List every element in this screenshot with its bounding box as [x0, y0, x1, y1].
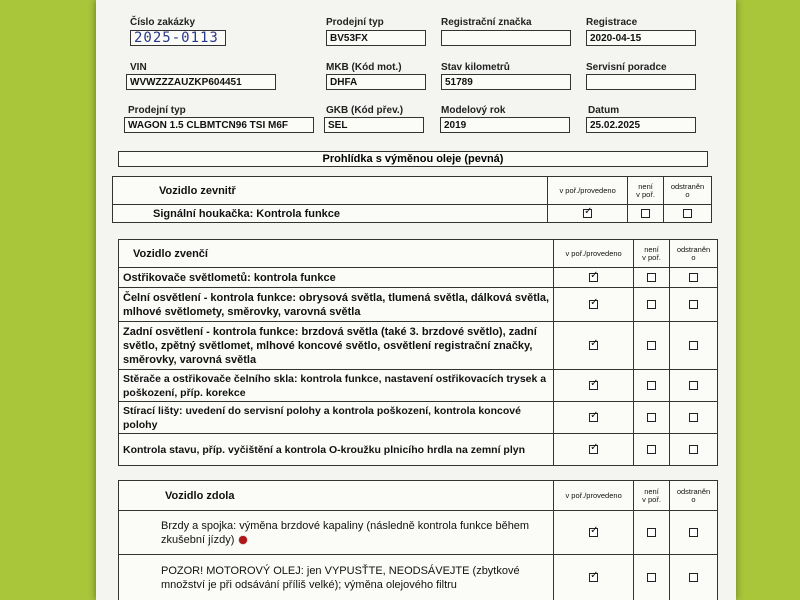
removed-checkbox[interactable]: [689, 300, 698, 309]
item-text: Signální houkačka: Kontrola funkce: [113, 205, 548, 223]
item-text: Čelní osvětlení - kontrola funkce: obrysová světla, tlumená světla, dálková světla, mlhové světlomety, směrovky, varovná světla: [119, 288, 554, 322]
order-number-field: 2025-0113: [130, 30, 226, 46]
none-cell: [628, 205, 664, 223]
done-cell: [548, 205, 628, 223]
registration-plate-label: Registrační značka: [441, 17, 532, 28]
none-cell: [634, 268, 670, 288]
col-none-top: není: [638, 181, 653, 191]
table-row: [113, 205, 712, 223]
done-cell: [554, 511, 634, 555]
vin-label: VIN: [130, 62, 147, 73]
table-row: [119, 402, 718, 434]
done-cell: [554, 322, 634, 370]
removed-cell: [664, 205, 712, 223]
gearbox-code-field: SEL: [324, 117, 424, 133]
removed-cell: [670, 288, 718, 322]
mileage-field: 51789: [441, 74, 571, 90]
table-row: [119, 370, 718, 402]
registration-field: 2020-04-15: [586, 30, 696, 46]
done-cell: [554, 288, 634, 322]
removed-cell: [670, 322, 718, 370]
col-none-top: není: [644, 244, 659, 254]
date-label: Datum: [588, 105, 620, 116]
none-cell: [634, 288, 670, 322]
sales-type-label: Prodejní typ: [326, 17, 384, 28]
removed-checkbox[interactable]: [689, 341, 698, 350]
removed-cell: [670, 402, 718, 434]
service-form-sheet: [96, 0, 736, 600]
col-removed-bottom: o: [691, 494, 696, 504]
col-removed-header: [670, 240, 718, 268]
removed-cell: [670, 370, 718, 402]
col-none-header: [634, 481, 670, 511]
done-cell: [554, 434, 634, 466]
item-text: Kontrola stavu, příp. vyčištění a kontrola O-kroužku plnicího hrdla na zemní plyn: [119, 434, 554, 466]
table-row: [119, 288, 718, 322]
removed-cell: [670, 555, 718, 600]
col-removed-bottom: o: [685, 189, 690, 199]
done-cell: [554, 370, 634, 402]
model-year-label: Modelový rok: [441, 105, 506, 116]
none-cell: [634, 434, 670, 466]
none-checkbox[interactable]: [641, 209, 650, 218]
inspection-title: Prohlídka s výměnou oleje (pevná): [118, 151, 708, 167]
none-cell: [634, 555, 670, 600]
done-checkbox[interactable]: [583, 209, 592, 218]
col-done-header: v poř./provedeno: [554, 240, 634, 268]
col-none-bottom: v poř.: [642, 494, 661, 504]
done-checkbox[interactable]: [589, 341, 598, 350]
removed-cell: [670, 511, 718, 555]
table-row: [119, 434, 718, 466]
gearbox-code-label: GKB (Kód přev.): [326, 105, 404, 116]
vin-field: WVWZZZAUZKP604451: [126, 74, 276, 90]
table-row: [119, 268, 718, 288]
none-checkbox[interactable]: [647, 445, 656, 454]
none-checkbox[interactable]: [647, 273, 656, 282]
item-text: Stěrače a ostřikovače čelního skla: kontrola funkce, nastavení ostřikovacích trysek a poškození, příp. korekce: [119, 370, 554, 402]
col-removed-header: [670, 481, 718, 511]
col-removed-top: odstraněn: [676, 244, 711, 254]
sales-type2-field: WAGON 1.5 CLBMTCN96 TSI M6F: [124, 117, 314, 133]
section-underbody: [118, 480, 718, 600]
item-text: Zadní osvětlení - kontrola funkce: brzdová světla (také 3. brzdové světlo), zadní světlo, zpětný světlomet, mlhové koncové světlo, osvětlení registrační značky, směrovky, varovná světla: [119, 322, 554, 370]
col-removed-header: [664, 177, 712, 205]
none-cell: [634, 322, 670, 370]
none-checkbox[interactable]: [647, 300, 656, 309]
item-text: Ostřikovače světlometů: kontrola funkce: [119, 268, 554, 288]
col-none-header: [628, 177, 664, 205]
col-none-bottom: v poř.: [636, 189, 655, 199]
section-title: Vozidlo zvenčí: [119, 240, 554, 268]
done-cell: [554, 555, 634, 600]
item-text-content: Brzdy a spojka: výměna brzdové kapaliny (následně kontrola funkce během zkušební jízdy): [161, 519, 530, 546]
removed-checkbox[interactable]: [689, 273, 698, 282]
order-number-label: Číslo zakázky: [130, 17, 196, 28]
removed-checkbox[interactable]: [689, 413, 698, 422]
col-none-header: [634, 240, 670, 268]
date-field: 25.02.2025: [586, 117, 696, 133]
col-done-header: v poř./provedeno: [548, 177, 628, 205]
none-cell: [634, 402, 670, 434]
model-year-field: 2019: [440, 117, 570, 133]
removed-checkbox[interactable]: [689, 573, 698, 582]
none-cell: [634, 370, 670, 402]
item-text: POZOR! MOTOROVÝ OLEJ: jen VYPUSŤTE, NEODSÁVEJTE (zbytkové množství je při odsávání příliš velké); výměna olejového filtru: [119, 555, 554, 600]
done-checkbox[interactable]: [589, 413, 598, 422]
table-row: [119, 511, 718, 555]
col-none-bottom: v poř.: [642, 252, 661, 262]
section-title: Vozidlo zevnitř: [113, 177, 548, 205]
done-checkbox[interactable]: [589, 445, 598, 454]
item-text: [119, 511, 554, 555]
done-cell: [554, 402, 634, 434]
table-row: [119, 322, 718, 370]
col-removed-top: odstraněn: [676, 486, 711, 496]
sales-type2-label: Prodejní typ: [128, 105, 186, 116]
none-checkbox[interactable]: [647, 381, 656, 390]
section-interior: [112, 176, 712, 223]
removed-checkbox[interactable]: [689, 445, 698, 454]
item-text: Stírací lišty: uvedení do servisní polohy a kontrola poškození, kontrola koncové polohy: [119, 402, 554, 434]
removed-checkbox[interactable]: [689, 381, 698, 390]
service-advisor-label: Servisní poradce: [586, 62, 667, 73]
registration-plate-field: [441, 30, 571, 46]
mileage-label: Stav kilometrů: [441, 62, 510, 73]
col-none-top: není: [644, 486, 659, 496]
table-row: [119, 555, 718, 600]
none-checkbox[interactable]: [647, 528, 656, 537]
none-cell: [634, 511, 670, 555]
removed-cell: [670, 268, 718, 288]
done-checkbox[interactable]: [589, 573, 598, 582]
col-done-header: v poř./provedeno: [554, 481, 634, 511]
engine-code-field: DHFA: [326, 74, 426, 90]
service-advisor-field: [586, 74, 696, 90]
done-checkbox[interactable]: [589, 528, 598, 537]
none-checkbox[interactable]: [647, 573, 656, 582]
registration-label: Registrace: [586, 17, 638, 28]
col-removed-top: odstraněn: [670, 181, 705, 191]
sales-type-field: BV53FX: [326, 30, 426, 46]
removed-cell: [670, 434, 718, 466]
red-marker-icon: [239, 536, 247, 544]
done-checkbox[interactable]: [589, 273, 598, 282]
none-checkbox[interactable]: [647, 413, 656, 422]
removed-checkbox[interactable]: [683, 209, 692, 218]
done-checkbox[interactable]: [589, 381, 598, 390]
engine-code-label: MKB (Kód mot.): [326, 62, 402, 73]
none-checkbox[interactable]: [647, 341, 656, 350]
section-title: Vozidlo zdola: [119, 481, 554, 511]
col-removed-bottom: o: [691, 252, 696, 262]
removed-checkbox[interactable]: [689, 528, 698, 537]
section-exterior: [118, 239, 718, 466]
done-cell: [554, 268, 634, 288]
done-checkbox[interactable]: [589, 300, 598, 309]
